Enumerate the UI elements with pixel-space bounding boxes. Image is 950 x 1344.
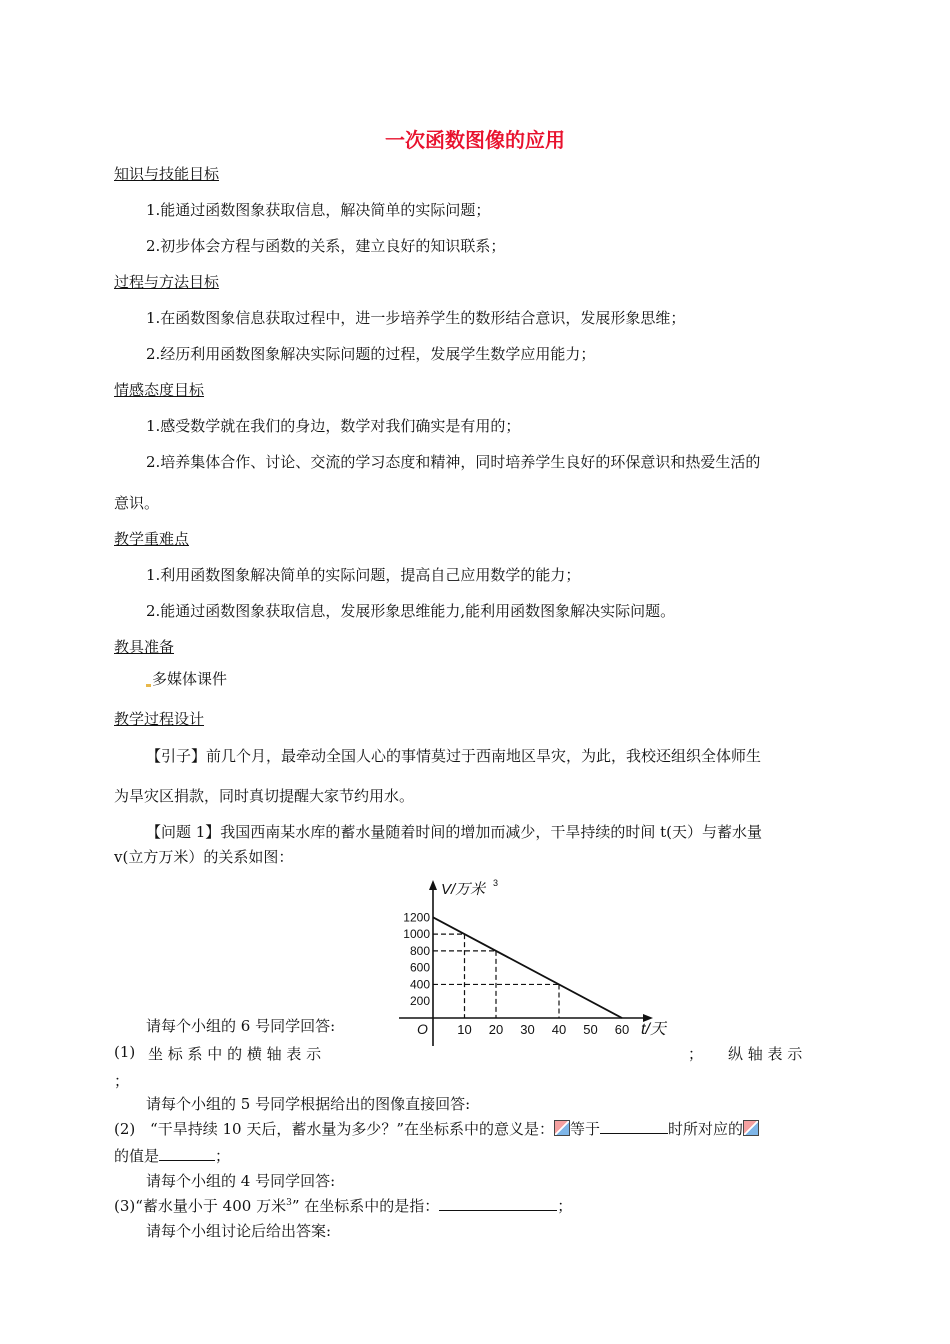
- q3-line: [114, 1195, 572, 1216]
- process-item-1: 1.在函数图象信息获取过程中，进一步培养学生的数形结合意识，发展形象思维；: [146, 309, 686, 327]
- q2-blank-2[interactable]: [159, 1146, 215, 1161]
- y-tick-label: 1000: [403, 927, 430, 942]
- process-item-2: 2.经历利用函数图象解决实际问题的过程，发展学生数学应用能力；: [146, 345, 596, 363]
- attitude-item-2-cont: 意识。: [114, 494, 160, 512]
- series-line: [433, 917, 622, 1018]
- origin-label: O: [417, 1021, 428, 1037]
- q1-end: ；: [114, 1072, 130, 1090]
- q2-text-d: 的值是: [114, 1147, 160, 1165]
- q3-end: ；: [557, 1197, 573, 1215]
- attitude-item-2: 2.培养集体合作、讨论、交流的学习态度和精神，同时培养学生良好的环保意识和热爱生活的: [146, 453, 761, 471]
- q1-number: (1): [114, 1043, 136, 1061]
- q3-blank[interactable]: [439, 1196, 557, 1211]
- q3-superscript: 3: [286, 1198, 292, 1208]
- q1-text-horizontal: 坐 标 系 中 的 横 轴 表 示: [148, 1045, 322, 1063]
- y-tick-label: 600: [409, 960, 430, 975]
- keypoint-item-2: 2.能通过函数图象获取信息，发展形象思维能力,能利用函数图象解决实际问题。: [146, 602, 676, 620]
- q2-number: (2): [114, 1120, 136, 1138]
- x-axis-label: t/天: [641, 1021, 666, 1038]
- x-tick-label: 40: [551, 1022, 567, 1037]
- q3-text-a: “蓄水量小于 400 万米: [135, 1197, 287, 1215]
- knowledge-item-2: 2.初步体会方程与函数的关系，建立良好的知识联系；: [146, 237, 506, 255]
- chart-layer: [399, 878, 668, 1046]
- q3-text-b: ” 在坐标系中的是指：: [291, 1197, 440, 1215]
- section-heading-keypoints: 教学重难点: [114, 530, 190, 548]
- section-heading-process-method: 过程与方法目标: [114, 273, 220, 291]
- section-heading-process-design: 教学过程设计: [114, 710, 205, 728]
- q3-number: (3): [114, 1197, 136, 1215]
- section-heading-tools: 教具准备: [114, 638, 175, 656]
- y-axis-label: V/万米: [441, 881, 486, 898]
- q2-blank-1[interactable]: [600, 1119, 668, 1134]
- y-tick-label: 1200: [403, 910, 430, 925]
- x-tick-label: 20: [488, 1022, 504, 1037]
- q2-end: ；: [215, 1147, 231, 1165]
- x-tick-label: 50: [583, 1022, 598, 1037]
- y-tick-label: 400: [409, 977, 430, 992]
- q2-text-b: 等于: [570, 1120, 601, 1138]
- section-heading-attitude: 情感态度目标: [114, 381, 205, 399]
- section-heading-knowledge: 知识与技能目标: [114, 165, 220, 183]
- discuss-prompt: 请每个小组讨论后给出答案:: [146, 1222, 332, 1240]
- group5-prompt: 请每个小组的 5 号同学根据给出的图像直接回答:: [146, 1095, 471, 1113]
- tools-item-text: 多媒体课件: [152, 670, 228, 688]
- group4-prompt: 请每个小组的 4 号同学回答:: [146, 1172, 336, 1190]
- q2-text-c: 时所对应的: [668, 1120, 744, 1138]
- x-tick-label: 60: [614, 1022, 630, 1037]
- formula-image-icon: [743, 1120, 759, 1136]
- q2-line-2: [114, 1145, 230, 1166]
- y-axis-label-superscript: 3: [493, 878, 499, 888]
- q1-separator: ；: [688, 1045, 704, 1063]
- group6-prompt: 请每个小组的 6 号同学回答:: [146, 1017, 336, 1035]
- q2-text-a: “干旱持续 10 天后，蓄水量为多少？”在坐标系中的意义是：: [150, 1120, 554, 1138]
- x-tick-label: 10: [457, 1022, 472, 1037]
- reservoir-line-chart: [385, 874, 685, 1052]
- intro-line-2: 为旱灾区捐款，同时真切提醒大家节约用水。: [114, 787, 415, 805]
- formula-image-icon: [554, 1120, 570, 1136]
- tools-item-1: [146, 668, 227, 689]
- q2-line-1: [114, 1118, 759, 1139]
- keypoint-item-1: 1.利用函数图象解决简单的实际问题，提高自己应用数学的能力；: [146, 566, 581, 584]
- knowledge-item-1: 1.能通过函数图象获取信息，解决简单的实际问题；: [146, 201, 491, 219]
- question1-line-1: 【问题 1】我国西南某水库的蓄水量随着时间的增加而减少，干旱持续的时间 t(天）与蓄水量: [146, 823, 762, 841]
- q1-text-vertical: 纵 轴 表 示: [728, 1045, 803, 1063]
- y-axis-arrow: [429, 880, 437, 890]
- y-tick-label: 200: [409, 994, 430, 1009]
- attitude-item-1: 1.感受数学就在我们的身边，数学对我们确实是有用的；: [146, 417, 521, 435]
- page-title: 一次函数图像的应用: [385, 128, 565, 152]
- intro-line-1: 【引子】前几个月，最牵动全国人心的事情莫过于西南地区旱灾，为此，我校还组织全体师生: [146, 747, 762, 765]
- question1-line-2: v(立方万米）的关系如图：: [114, 848, 294, 866]
- x-tick-label: 30: [520, 1022, 535, 1037]
- text-mark: [146, 684, 151, 687]
- y-tick-label: 800: [409, 943, 430, 958]
